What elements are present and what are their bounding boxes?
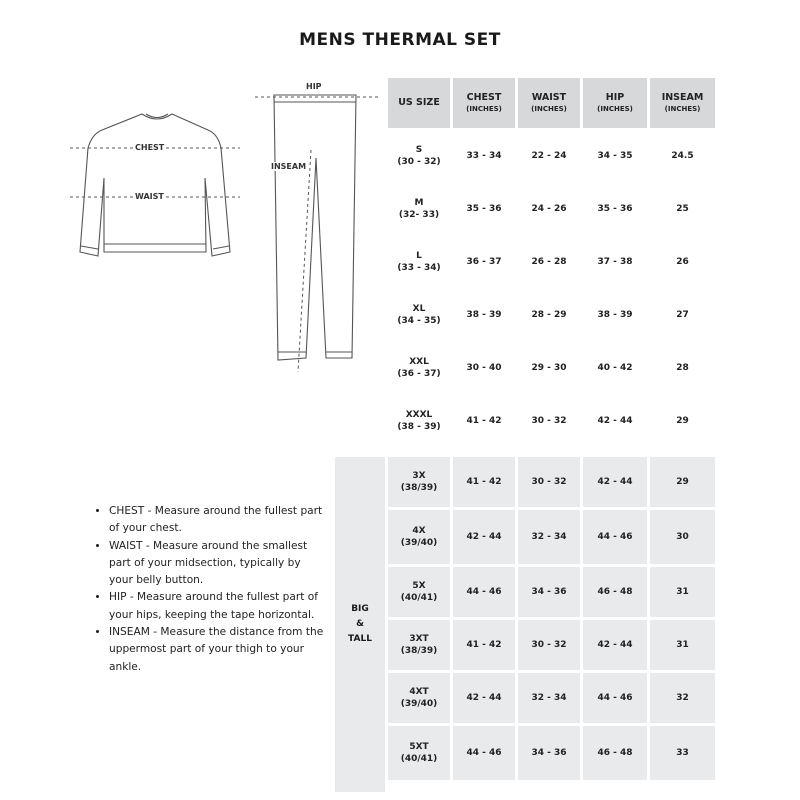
waist-cell: 22 - 24 <box>518 131 580 181</box>
size-range: (32- 33) <box>398 210 440 220</box>
size-name: S <box>415 144 423 155</box>
size-name: 3X <box>412 470 426 481</box>
size-cell <box>388 290 450 340</box>
chest-cell: 41 - 42 <box>453 396 515 446</box>
waist-cell: 32 - 34 <box>518 673 580 723</box>
size-name: XXL <box>409 356 429 367</box>
hip-cell: 44 - 46 <box>583 510 647 564</box>
header-unit: (INCHES) <box>597 104 633 113</box>
inseam-measure-line <box>298 150 311 372</box>
hip-cell: 42 - 44 <box>583 457 647 507</box>
size-cell <box>388 457 450 507</box>
chest-cell: 36 - 37 <box>453 237 515 287</box>
header-cell-inseam <box>650 78 715 128</box>
chest-cell: 44 - 46 <box>453 567 515 617</box>
header-title: CHEST <box>466 91 502 103</box>
inseam-cell: 30 <box>650 510 715 564</box>
inseam-cell: 24.5 <box>650 131 715 181</box>
size-range: (30 - 32) <box>397 157 441 167</box>
inseam-cell: 29 <box>650 457 715 507</box>
header-title: WAIST <box>531 91 567 103</box>
note-inseam: • INSEAM - Measure the distance from the uppermost part of your thigh to your ankle. <box>109 624 324 676</box>
size-cell <box>388 620 450 670</box>
big-tall-word: BIG <box>351 603 369 614</box>
size-range: (38/39) <box>400 646 438 656</box>
size-cell <box>388 510 450 564</box>
waist-cell: 29 - 30 <box>518 343 580 393</box>
size-cell <box>388 673 450 723</box>
chest-label: CHEST <box>135 143 165 152</box>
chest-cell: 42 - 44 <box>453 673 515 723</box>
inseam-cell: 25 <box>650 184 715 234</box>
measurement-notes <box>95 503 324 676</box>
size-name: 5XT <box>409 741 429 752</box>
note-hip: • HIP - Measure around the fullest part of your hips, keeping the tape horizontal. <box>109 589 324 624</box>
header-unit: (INCHES) <box>466 104 502 113</box>
chest-cell: 35 - 36 <box>453 184 515 234</box>
size-range: (39/40) <box>400 538 438 548</box>
header-title: INSEAM <box>661 91 704 103</box>
hip-cell: 42 - 44 <box>583 396 647 446</box>
waist-cell: 30 - 32 <box>518 620 580 670</box>
waist-cell: 28 - 29 <box>518 290 580 340</box>
inseam-label: INSEAM <box>271 162 307 171</box>
pants-outline-icon <box>274 95 356 360</box>
hip-cell: 42 - 44 <box>583 620 647 670</box>
inseam-cell: 31 <box>650 620 715 670</box>
inseam-cell: 33 <box>650 726 715 780</box>
note-waist: • WAIST - Measure around the smallest part of your midsection, typically by your belly button. <box>109 538 324 590</box>
size-cell <box>388 726 450 780</box>
size-cell <box>388 131 450 181</box>
size-name: XL <box>412 303 426 314</box>
inseam-cell: 31 <box>650 567 715 617</box>
chest-cell: 30 - 40 <box>453 343 515 393</box>
size-cell <box>388 343 450 393</box>
inseam-cell: 29 <box>650 396 715 446</box>
hip-cell: 38 - 39 <box>583 290 647 340</box>
header-unit: (INCHES) <box>531 104 567 113</box>
size-name: 3XT <box>409 633 429 644</box>
waist-cell: 32 - 34 <box>518 510 580 564</box>
header-cell-size <box>388 78 450 128</box>
size-range: (34 - 35) <box>397 316 441 326</box>
hip-cell: 35 - 36 <box>583 184 647 234</box>
chest-cell: 41 - 42 <box>453 620 515 670</box>
inseam-cell: 26 <box>650 237 715 287</box>
size-name: 4XT <box>409 686 429 697</box>
size-name: 4X <box>412 525 426 536</box>
size-range: (40/41) <box>400 593 438 603</box>
note-chest: • CHEST - Measure around the fullest part of your chest. <box>109 503 324 538</box>
inseam-cell: 32 <box>650 673 715 723</box>
inseam-cell: 27 <box>650 290 715 340</box>
size-range: (38/39) <box>400 483 438 493</box>
chest-cell: 33 - 34 <box>453 131 515 181</box>
size-range: (39/40) <box>400 699 438 709</box>
hip-cell: 37 - 38 <box>583 237 647 287</box>
page-title: MENS THERMAL SET <box>299 30 501 50</box>
size-cell <box>388 396 450 446</box>
shirt-outline-icon <box>80 114 230 256</box>
big-tall-label <box>335 457 385 792</box>
chest-cell: 41 - 42 <box>453 457 515 507</box>
hip-cell: 46 - 48 <box>583 726 647 780</box>
header-cell-hip <box>583 78 647 128</box>
hip-cell: 34 - 35 <box>583 131 647 181</box>
waist-cell: 30 - 32 <box>518 457 580 507</box>
hip-cell: 46 - 48 <box>583 567 647 617</box>
size-name: 5X <box>412 580 426 591</box>
size-cell <box>388 184 450 234</box>
waist-cell: 34 - 36 <box>518 726 580 780</box>
size-range: (33 - 34) <box>397 263 441 273</box>
size-range: (38 - 39) <box>397 422 441 432</box>
size-cell <box>388 567 450 617</box>
size-name: M <box>414 197 424 208</box>
size-name: L <box>416 250 422 261</box>
hip-cell: 44 - 46 <box>583 673 647 723</box>
header-title: HIP <box>605 91 625 103</box>
chest-cell: 42 - 44 <box>453 510 515 564</box>
big-tall-word: & <box>356 618 364 629</box>
inseam-cell: 28 <box>650 343 715 393</box>
waist-cell: 24 - 26 <box>518 184 580 234</box>
size-range: (40/41) <box>400 754 438 764</box>
hip-label: HIP <box>306 82 322 91</box>
size-cell <box>388 237 450 287</box>
big-tall-word: TALL <box>348 634 372 645</box>
size-range: (36 - 37) <box>397 369 441 379</box>
size-name: XXXL <box>405 409 433 420</box>
waist-cell: 34 - 36 <box>518 567 580 617</box>
waist-label: WAIST <box>135 192 164 201</box>
waist-cell: 26 - 28 <box>518 237 580 287</box>
chest-cell: 44 - 46 <box>453 726 515 780</box>
chest-cell: 38 - 39 <box>453 290 515 340</box>
hip-cell: 40 - 42 <box>583 343 647 393</box>
header-cell-waist <box>518 78 580 128</box>
header-cell-chest <box>453 78 515 128</box>
waist-cell: 30 - 32 <box>518 396 580 446</box>
header-unit: (INCHES) <box>664 104 701 113</box>
header-title: US SIZE <box>398 96 440 108</box>
